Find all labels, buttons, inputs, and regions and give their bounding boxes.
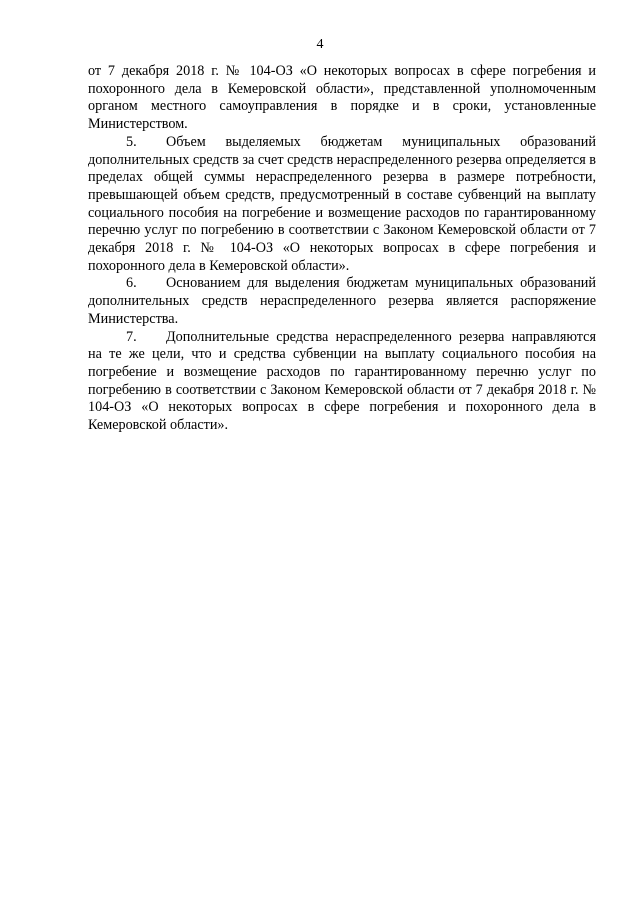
paragraph-text: Основанием для выделения бюджетам муниципальных образований дополнительных средств нераспределенного резерва является распоряжение Министерства. (88, 275, 596, 327)
paragraph-item-7 (88, 329, 596, 435)
paragraph-number: 5. (126, 133, 137, 150)
document-body (88, 63, 596, 435)
paragraph-number: 7. (126, 328, 137, 345)
page-number: 4 (316, 37, 324, 52)
paragraph-text: Дополнительные средства нераспределенного резерва направляются на те же цели, что и средства субвенции на выплату социального пособия на погребение и возмещение расходов по гарантированному перечню услуг по погребению в соответствии с Законом Кемеровской области от 7 декабря 2018 г. № 104-ОЗ «О некоторых вопросах в сфере погребения и похоронного дела в Кемеровской области». (88, 328, 596, 434)
paragraph-item-6 (88, 275, 596, 328)
paragraph-number: 6. (126, 275, 137, 292)
paragraph-item-5 (88, 134, 596, 276)
paragraph-continuation (88, 63, 596, 134)
paragraph-text: от 7 декабря 2018 г. № 104-ОЗ «О некоторых вопросах в сфере погребения и похоронного дела в Кемеровской области», представленной уполномоченным органом местного самоуправления в порядке и в сроки, установленные Министерством. (88, 63, 596, 133)
paragraph-text: Объем выделяемых бюджетам муниципальных образований дополнительных средств за счет средств нераспределенного резерва определяется в пределах общей суммы нераспределенного резерва в размере потребности, превышающей объем средств, предусмотренный в составе субвенций на выплату социального пособия на погребение и возмещение расходов по гарантированному перечню услуг по погребению в соответствии с Законом Кемеровской области от 7 декабря 2018 г. № 104-ОЗ «О некоторых вопросах в сфере погребения и похоронного дела в Кемеровской области». (88, 133, 596, 274)
